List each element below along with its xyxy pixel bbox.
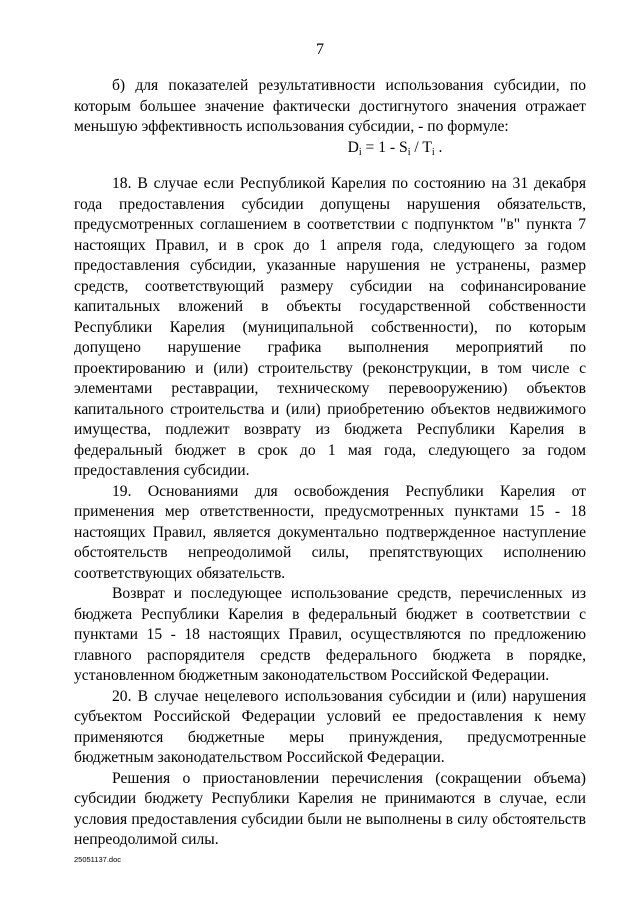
document-body (74, 76, 586, 851)
formula-div: / T (410, 138, 432, 156)
spacer (74, 158, 586, 174)
paragraph-b: б) для показателей результативности использования субсидии, по которым большее значение фактически достигнутого значения отражает меньшую эффективность использования субсидии, - по формуле: (74, 77, 586, 135)
formula-lhs-sub: i (358, 146, 362, 158)
formula-lhs: D (347, 138, 359, 156)
paragraph-20: 20. В случае нецелевого использования субсидии и (или) нарушения субъектом Российской Федерации условий ее предоставления к нему применяются бюджетные меры принуждения, предусмотренные бюджетным законодательством Российской Федерации. (74, 687, 586, 766)
formula-end: . (434, 138, 443, 156)
formula-div-sub: i (431, 146, 435, 158)
formula (74, 138, 586, 159)
paragraph-return: Возврат и последующее использование средств, перечисленных из бюджета Республики Карелия в федеральный бюджет в соответствии с пунктами 15 - 18 настоящих Правил, осуществляются по предложению главного распорядителя средств федерального бюджета в порядке, установленном бюджетным законодательством Российской Федерации. (74, 585, 586, 684)
formula-mid-sub: i (407, 146, 411, 158)
page-number: 7 (316, 41, 324, 58)
formula-mid: = 1 - S (361, 138, 408, 156)
footer-filename: 25051137.doc (74, 855, 121, 864)
paragraph-18: 18. В случае если Республикой Карелия по состоянию на 31 декабря года предоставления субсидии допущены нарушения обязательств, предусмотренных соглашением в соответствии с подпунктом "в" пункта 7 настоящих Правил, и в срок до 1 апреля года, следующего за годом предоставления субсидии, указанные нарушения не устранены, размер средств, соответствующий размеру субсидии на софинансирование капитальных вложений в объекты государственной собственности Республики Карелия (муниципальной собственности), по которым допущено нарушение графика выполнения мероприятий по проектированию и (или) строительству (реконструкции, в том числе с элементами реставрации, техническому перевооружению) объектов капитального строительства и (или) приобретению объектов недвижимого имущества, подлежит возврату из бюджета Республики Карелия в федеральный бюджет в срок до 1 мая года, следующего за годом предоставления субсидии. (74, 175, 586, 479)
paragraph-19: 19. Основаниями для освобождения Республики Карелия от применения мер ответственности, предусмотренных пунктами 15 - 18 настоящих Правил, является документально подтвержденное наступление обстоятельств непреодолимой силы, препятствующих исполнению соответствующих обязательств. (74, 482, 586, 582)
paragraph-decisions: Решения о приостановлении перечисления (сокращении объема) субсидии бюджету Республики Карелия не принимаются в случае, если условия предоставления субсидии были не выполнены в силу обстоятельств непреодолимой силы. (74, 769, 586, 848)
